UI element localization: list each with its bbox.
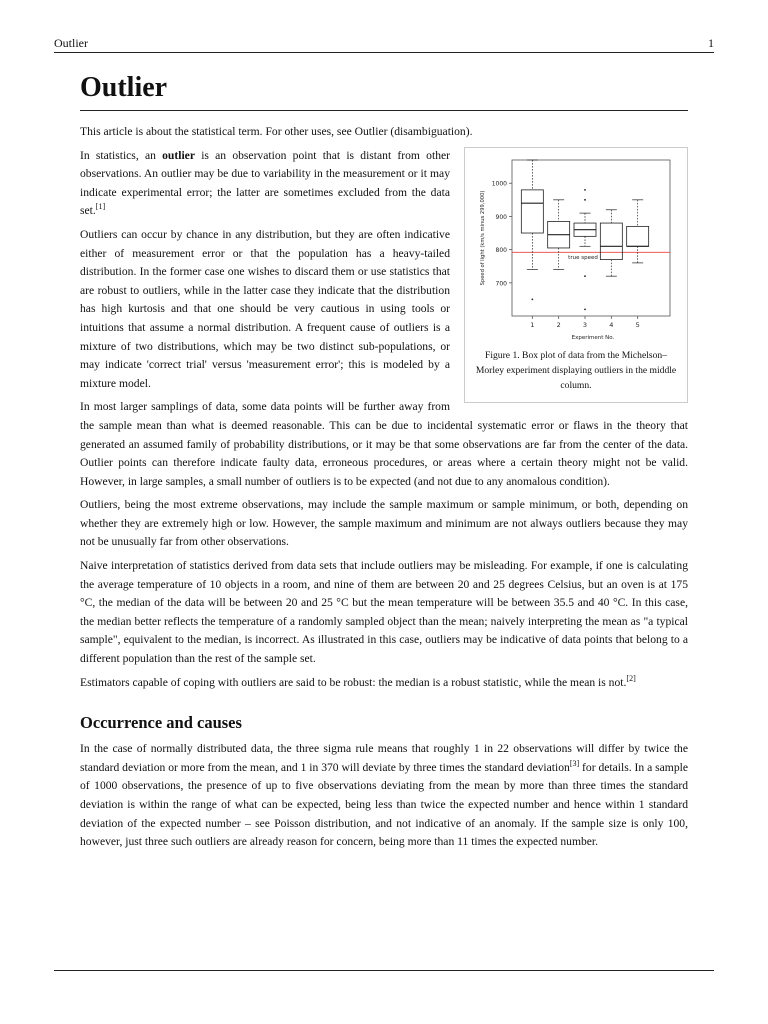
x-tick-label: 2: [556, 320, 561, 329]
article-body: [80, 70, 688, 857]
term-outlier: outlier: [162, 148, 195, 162]
figure-caption: Figure 1. Box plot of data from the Michelson–Morley experiment displaying outliers in the middle column.: [475, 349, 677, 391]
y-tick-label: 900: [495, 213, 507, 221]
footer-rule: [54, 970, 714, 971]
page-title: Outlier: [80, 70, 688, 111]
intro-p1-post: is an observation point that is distant from other observations. An outlier may be due to variability in the measurement or it may indicate experimental error; the latter are sometimes excluded from the data set.: [80, 148, 450, 218]
y-tick-label: 700: [495, 279, 507, 287]
outlier-point: [584, 199, 586, 201]
hatnote: This article is about the statistical term. For other uses, see Outlier (disambiguation).: [80, 125, 473, 138]
intro-p1-pre: In statistics, an: [80, 148, 163, 162]
x-tick-label: 5: [635, 320, 640, 329]
x-tick-label: 3: [582, 320, 588, 329]
citation-ref[interactable]: [1]: [95, 202, 106, 212]
box: [600, 223, 622, 260]
x-axis-label: Experiment No.: [571, 334, 615, 341]
paragraph-5: Naive interpretation of statistics derived from data sets that include outliers may be misleading. For example, if one is calculating the average temperature of 10 objects in a room, and nine of them are between 20 and 25 degrees Celsius, but an oven is at 175 °C, the median of the data will be between 20 and 25 °C but the mean temperature will be between 35.5 and 40 °C. In this case, the median better reflects the temperature of a randomly sampled object than the mean; naively interpreting the mean as "a typical sample", equivalent to the median, is incorrect. As illustrated in this case, outliers may be indicative of data points that belong to a different population than the rest of the sample set.: [80, 559, 688, 666]
running-header-title: Outlier: [54, 36, 88, 50]
x-tick-label: 1: [530, 320, 535, 329]
paragraph-6: [80, 674, 688, 693]
paragraph-3: In most larger samplings of data, some data points will be further away from the sample mean than what is deemed reasonable. This can be due to incidental systematic error or flaws in the theory that generated an assumed family of probability distributions, or it may be that some observations are far from the center of the data. Outlier points can therefore indicate faulty data, erroneous procedures, or areas where a certain theory might not be valid. However, in large samples, a small number of outliers is to be expected (and not due to any anomalous condition).: [80, 400, 688, 488]
true-speed-label: true speed: [568, 254, 598, 261]
header-rule: [54, 52, 714, 53]
outlier-point: [584, 189, 586, 191]
page-number: 1: [708, 36, 714, 50]
p7-post: for details. In a sample of 1000 observations, the presence of up to five observations deviating from the mean by more than three times the standard deviation is within the range of what can be expected, being less than twice the expected number and hence within 1 standard deviation of the expected number – see Poisson distribution, and not indicative of an anomaly. If the sample size is only 100, however, just three such outliers are already reason for concern, being more than 11 times the expected number.: [80, 760, 688, 849]
box: [521, 189, 543, 232]
citation-ref[interactable]: [3]: [569, 758, 580, 768]
plot-frame: [512, 160, 670, 316]
y-axis-label: Speed of light (km/s minus 299,000): [480, 190, 486, 285]
outlier-point: [531, 298, 533, 300]
x-tick-label: 4: [609, 320, 614, 329]
paragraph-4: Outliers, being the most extreme observations, may include the sample maximum or sample minimum, or both, depending on whether they are extremely high or low. However, the sample maximum and minimum are not always outliers because they may not be unusually far from other observations.: [80, 498, 688, 549]
p6-text: Estimators capable of coping with outliers are said to be robust: the median is a robust statistic, while the mean is not.: [80, 675, 627, 689]
outlier-point: [584, 275, 586, 277]
box: [627, 226, 649, 246]
figure-box: [464, 147, 688, 403]
outlier-point: [584, 308, 586, 310]
boxplot-chart: [474, 154, 678, 346]
section-heading-occurrence: Occurrence and causes: [80, 713, 242, 733]
p7-pre: In the case of normally distributed data, the three sigma rule means that roughly 1 in 22 observations will differ by twice the standard deviation or more from the mean, and 1 in 370 will deviate by three times the standard deviation: [80, 742, 688, 774]
paragraph-7: [80, 740, 688, 852]
running-header: [54, 36, 714, 51]
y-tick-label: 800: [495, 246, 507, 254]
citation-ref[interactable]: [2]: [626, 673, 636, 683]
y-tick-label: 1000: [491, 180, 507, 188]
intro-paragraph-2: Outliers can occur by chance in any distribution, but they are often indicative either of measurement error or that the population has a heavy-tailed distribution. In the former case one wishes to discard them or use statistics that are robust to outliers, while in the latter case they indicate that the distribution has high kurtosis and that one should be very cautious in using tools or intuitions that assume a normal distribution. A frequent cause of outliers is a mixture of two distributions, which may be two distinct sub-populations, or may indicate 'correct trial' versus 'measurement error'; this is modeled by a mixture model.: [80, 227, 450, 390]
